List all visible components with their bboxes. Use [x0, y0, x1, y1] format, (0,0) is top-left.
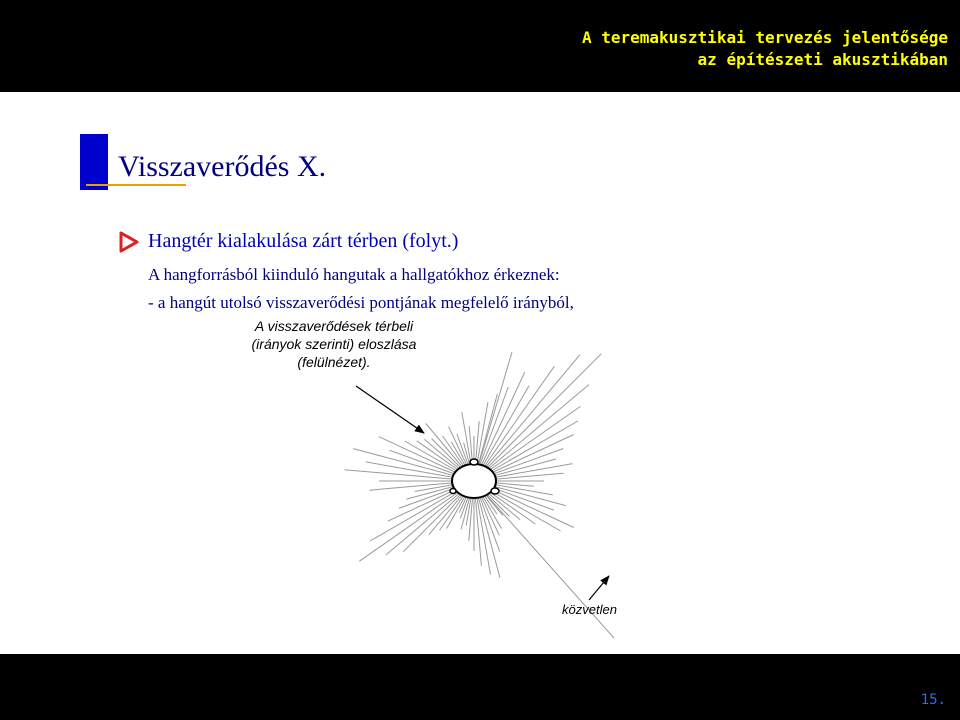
caption-arrow-icon	[356, 386, 424, 433]
direct-sound-label: közvetlen	[562, 602, 617, 617]
body-line-2: - a hangút utolsó visszaverődési pontjának megfelelő irányból,	[148, 293, 574, 312]
figure-caption-line-1: A visszaverődések térbeli	[254, 318, 414, 334]
figure-caption-line-2: (irányok szerinti) eloszlása	[251, 336, 417, 352]
figure-caption-line-3: (felülnézet).	[297, 354, 371, 370]
bullet-text: Hangtér kialakulása zárt térben (folyt.)	[148, 230, 459, 252]
header-title-line-1: A teremakusztikai tervezés jelentősége	[581, 28, 948, 47]
header-title-line-2: az építészeti akusztikában	[697, 50, 948, 69]
body-line-1: A hangforrásból kiinduló hangutak a hallgatókhoz érkeznek:	[148, 265, 560, 284]
slide-title: Visszaverődés X.	[118, 150, 327, 183]
direct-arrow-icon	[589, 576, 609, 600]
page-number: 15.	[920, 692, 946, 708]
reflection-ray	[359, 481, 474, 561]
footer-bar	[0, 654, 960, 720]
